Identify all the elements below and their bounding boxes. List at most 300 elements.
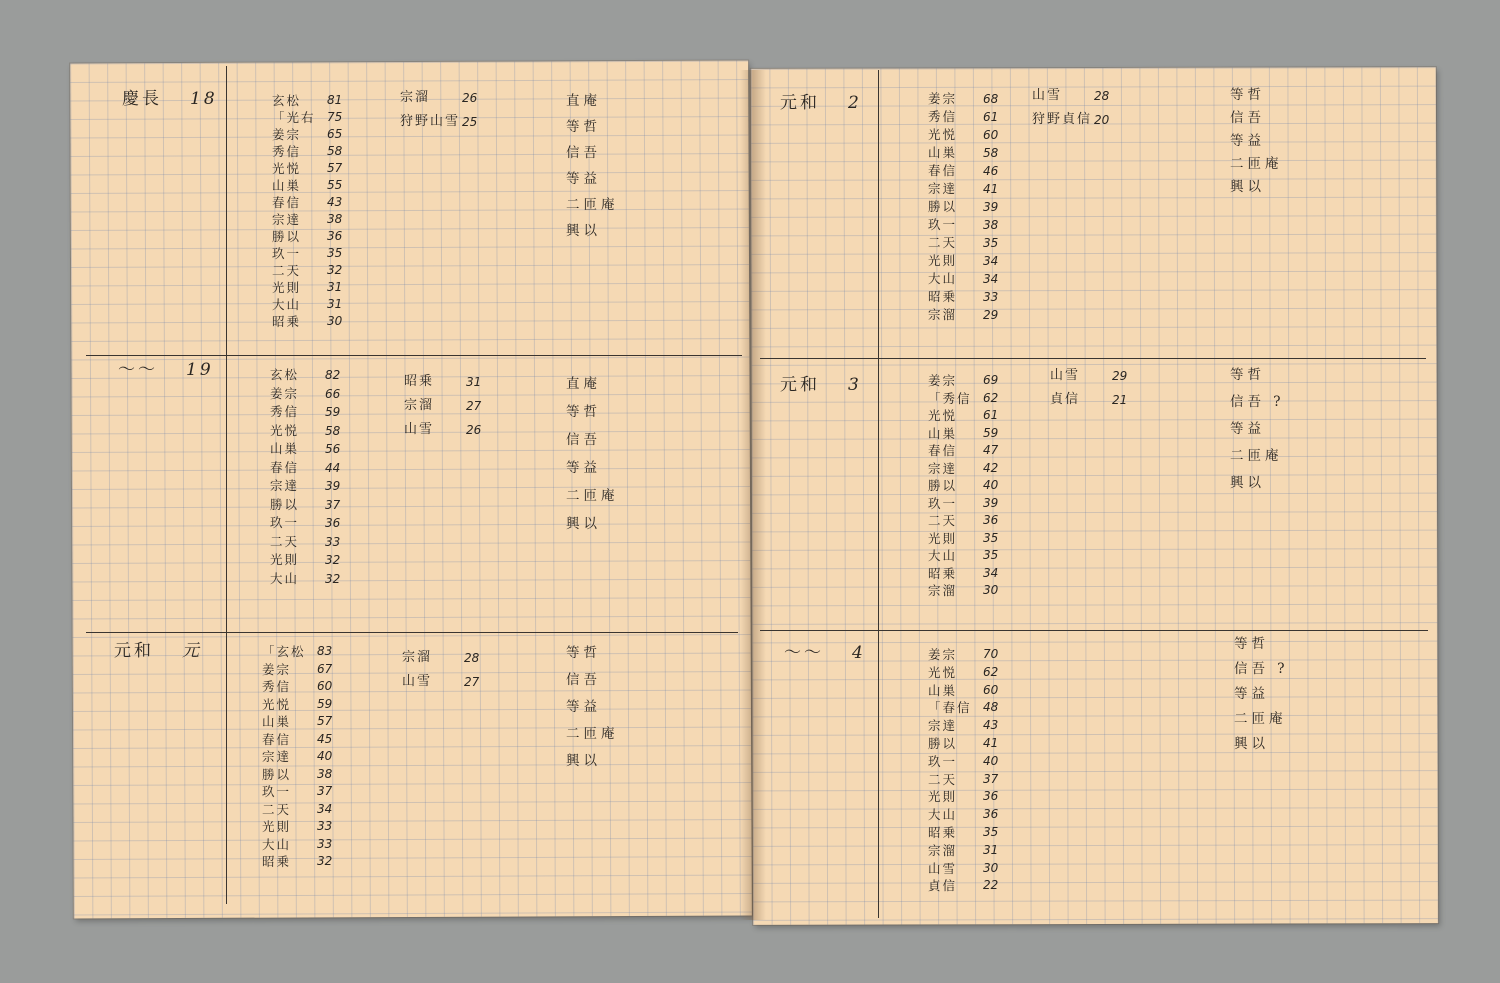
person-name: 宗溜 — [928, 307, 958, 322]
person-age: 32 — [325, 553, 341, 567]
year-label: 2 — [848, 93, 862, 113]
secondary-name: 狩野貞信 — [1032, 112, 1093, 127]
person-row — [928, 530, 1013, 548]
person-row — [928, 270, 1013, 288]
person-name: 玄松 — [270, 367, 300, 382]
person-row — [928, 877, 1013, 895]
person-name: 宗達 — [928, 718, 958, 734]
person-name: 姜宗 — [928, 373, 958, 388]
person-row — [928, 806, 1013, 824]
secondary-row — [402, 646, 494, 670]
person-row — [928, 699, 1013, 717]
person-row — [270, 366, 355, 385]
secondary-name: 山雪 — [1032, 88, 1063, 103]
person-row — [928, 582, 1013, 600]
other-artist-name: 興以 — [1230, 179, 1265, 195]
person-row — [928, 771, 1013, 789]
person-age: 57 — [317, 714, 333, 728]
person-age: 46 — [983, 164, 999, 178]
other-artist-name: 等哲 — [1230, 367, 1265, 383]
person-age: 33 — [983, 290, 999, 304]
era-year-header — [118, 355, 214, 380]
person-name: 宗溜 — [928, 842, 958, 858]
person-age: 42 — [983, 460, 999, 475]
other-artists-list — [566, 88, 619, 244]
person-row — [928, 90, 1013, 108]
person-name: 大山 — [272, 297, 302, 312]
person-row — [928, 288, 1013, 306]
person-row — [928, 495, 1013, 513]
right-row-rule-2 — [760, 630, 1428, 631]
person-age: 69 — [983, 373, 999, 387]
other-artist-name: 二匝庵 — [1234, 711, 1287, 727]
person-name: 春信 — [928, 443, 958, 458]
other-artist-name: 直庵 — [566, 376, 601, 392]
person-row — [262, 678, 347, 696]
secondary-list — [400, 86, 492, 134]
person-name: 光悦 — [928, 408, 958, 423]
person-row — [262, 731, 347, 749]
person-age: 59 — [325, 405, 341, 419]
person-age: 34 — [983, 565, 999, 580]
person-age: 40 — [983, 753, 999, 768]
person-row — [928, 664, 1013, 682]
person-name: 春信 — [928, 163, 958, 178]
person-row — [272, 296, 357, 313]
person-row — [272, 109, 357, 126]
person-row — [270, 403, 355, 422]
page-gutter — [740, 70, 766, 920]
person-row — [928, 753, 1013, 771]
secondary-row — [404, 394, 496, 418]
person-age: 59 — [317, 696, 333, 711]
person-name: 玖一 — [928, 217, 958, 232]
person-name: 光則 — [262, 819, 292, 834]
person-age: 60 — [317, 679, 333, 693]
secondary-age: 26 — [462, 91, 478, 105]
person-name: 山巣 — [270, 441, 300, 456]
person-row — [928, 460, 1013, 478]
person-age: 61 — [983, 408, 999, 422]
person-age: 33 — [317, 836, 333, 851]
era-label: 元和 — [114, 641, 154, 661]
people-list — [928, 372, 1013, 600]
person-name: 昭乗 — [928, 565, 958, 581]
person-row — [272, 313, 357, 330]
other-artist-name: 二匝庵 — [1230, 156, 1283, 172]
other-artist-name: 等哲 — [566, 119, 601, 135]
person-age: 37 — [317, 784, 333, 798]
person-name: 「光右 — [272, 110, 316, 125]
person-name: 春信 — [270, 459, 300, 475]
person-name: 玖一 — [262, 784, 292, 799]
person-name: 姜宗 — [270, 385, 300, 401]
person-row — [928, 144, 1013, 162]
other-artist-name: 興以 — [566, 223, 601, 239]
person-name: 玖一 — [928, 753, 958, 769]
person-name: 姜宗 — [928, 91, 958, 106]
secondary-row — [1032, 84, 1124, 108]
person-row — [270, 533, 355, 552]
person-age: 47 — [983, 443, 999, 457]
person-age: 36 — [325, 516, 341, 530]
person-row — [928, 234, 1013, 252]
secondary-age: 27 — [466, 399, 482, 413]
person-age: 31 — [327, 280, 343, 294]
person-row — [928, 162, 1013, 180]
secondary-name: 山雪 — [402, 674, 433, 689]
person-age: 30 — [327, 314, 343, 328]
person-name: 大山 — [928, 271, 958, 286]
person-name: 光則 — [270, 552, 300, 567]
person-age: 48 — [983, 700, 999, 715]
person-row — [262, 801, 347, 819]
other-artist-name: 興以 — [1234, 736, 1269, 752]
person-age: 30 — [983, 860, 999, 875]
person-name: 春信 — [272, 195, 302, 210]
secondary-age: 28 — [1094, 89, 1110, 103]
person-age: 40 — [317, 749, 333, 763]
era-label: 〜〜 — [784, 643, 824, 663]
person-name: 大山 — [928, 548, 958, 563]
person-name: 勝以 — [928, 478, 958, 493]
year-label: 4 — [852, 643, 866, 663]
secondary-name: 貞信 — [1050, 392, 1081, 407]
person-row — [270, 422, 355, 441]
secondary-row — [400, 86, 492, 110]
person-age: 33 — [317, 819, 333, 833]
person-age: 41 — [983, 182, 999, 196]
person-age: 34 — [983, 272, 999, 286]
other-artist-name: 信吾 — [566, 672, 601, 688]
person-name: 山巣 — [272, 178, 302, 193]
person-age: 36 — [983, 789, 999, 804]
person-row — [262, 766, 347, 784]
person-row — [272, 245, 357, 262]
person-row — [928, 108, 1013, 126]
person-age: 35 — [983, 236, 999, 250]
other-artist-name: 二匝庵 — [566, 726, 619, 742]
person-name: 二天 — [270, 533, 300, 549]
person-name: 宗溜 — [928, 583, 958, 598]
person-row — [928, 390, 1013, 408]
secondary-name: 山雪 — [404, 422, 435, 437]
person-name: 玖一 — [928, 495, 958, 511]
person-row — [928, 477, 1013, 495]
person-row — [928, 216, 1013, 234]
person-row — [270, 440, 355, 459]
other-artist-name: 等益 — [1230, 133, 1265, 149]
person-name: 宗達 — [272, 212, 302, 227]
secondary-row — [404, 370, 496, 394]
secondary-age: 20 — [1094, 113, 1110, 127]
other-artist-name: 二匝庵 — [566, 488, 619, 504]
person-age: 82 — [325, 368, 341, 382]
people-list — [928, 646, 1013, 895]
person-name: 山巣 — [928, 425, 958, 441]
other-artists-list — [566, 370, 619, 538]
person-age: 66 — [325, 386, 341, 401]
person-name: 勝以 — [270, 496, 300, 512]
secondary-age: 21 — [1112, 393, 1128, 407]
person-age: 58 — [327, 144, 343, 158]
person-name: 昭乗 — [928, 824, 958, 840]
person-row — [272, 211, 357, 228]
era-year-header — [114, 636, 202, 661]
person-age: 81 — [327, 93, 343, 107]
person-row — [928, 442, 1013, 460]
secondary-name: 狩野山雪 — [400, 114, 461, 129]
person-age: 44 — [325, 460, 341, 475]
person-row — [928, 788, 1013, 806]
person-row — [928, 512, 1013, 530]
person-name: 山雪 — [928, 860, 958, 876]
person-row — [262, 661, 347, 679]
person-age: 75 — [327, 110, 343, 124]
person-name: 光則 — [272, 280, 302, 295]
secondary-row — [402, 670, 494, 694]
era-year-header — [122, 84, 218, 109]
person-row — [272, 92, 357, 109]
person-row — [272, 228, 357, 245]
person-age: 45 — [317, 731, 333, 746]
secondary-age: 29 — [1112, 369, 1128, 383]
person-name: 「秀信 — [928, 390, 972, 406]
person-age: 62 — [983, 664, 999, 679]
person-name: 二天 — [928, 235, 958, 250]
secondary-row — [1032, 108, 1124, 132]
person-row — [262, 783, 347, 801]
person-name: 秀信 — [272, 144, 302, 159]
era-year-header — [784, 638, 866, 663]
person-age: 36 — [983, 807, 999, 822]
person-age: 70 — [983, 647, 999, 661]
right-column-rule — [878, 70, 879, 918]
other-artist-name: 信吾 — [566, 145, 601, 161]
person-row — [262, 818, 347, 836]
person-row — [262, 696, 347, 714]
person-age: 59 — [983, 425, 999, 440]
secondary-list — [404, 370, 496, 442]
person-row — [270, 570, 355, 589]
secondary-row — [1050, 364, 1142, 388]
person-name: 光悦 — [272, 161, 302, 176]
person-row — [270, 514, 355, 533]
person-name: 勝以 — [928, 199, 958, 214]
person-row — [928, 306, 1013, 324]
person-age: 35 — [327, 246, 343, 260]
person-row — [262, 853, 347, 871]
person-age: 40 — [983, 478, 999, 492]
person-row — [928, 252, 1013, 270]
person-row — [272, 143, 357, 160]
person-name: 大山 — [270, 570, 300, 586]
person-name: 山巣 — [928, 145, 958, 160]
secondary-age: 26 — [466, 423, 482, 437]
secondary-age: 27 — [464, 675, 480, 689]
other-artists-list — [1230, 362, 1285, 497]
person-age: 65 — [327, 127, 343, 141]
person-age: 32 — [325, 571, 341, 586]
person-age: 61 — [983, 110, 999, 124]
person-age: 62 — [983, 390, 999, 405]
person-age: 35 — [983, 530, 999, 545]
secondary-row — [404, 418, 496, 442]
person-age: 34 — [983, 254, 999, 268]
person-age: 37 — [325, 497, 341, 512]
person-name: 山巣 — [262, 714, 292, 729]
person-row — [928, 565, 1013, 583]
other-artist-name: 二匝庵 — [1230, 448, 1283, 464]
person-row — [928, 547, 1013, 565]
secondary-list — [1050, 364, 1142, 412]
people-list — [272, 92, 357, 330]
other-artist-name: 信吾 — [1230, 110, 1265, 126]
person-row — [928, 842, 1013, 860]
person-row — [270, 551, 355, 570]
person-name: 宗達 — [928, 460, 958, 476]
person-age: 60 — [983, 682, 999, 697]
person-age: 41 — [983, 735, 999, 750]
person-row — [272, 279, 357, 296]
person-row — [272, 194, 357, 211]
person-row — [928, 682, 1013, 700]
person-name: 二天 — [272, 263, 302, 278]
person-row — [270, 477, 355, 496]
person-name: 姜宗 — [928, 647, 958, 662]
person-name: 大山 — [262, 836, 292, 852]
person-row — [928, 824, 1013, 842]
person-age: 32 — [327, 263, 343, 277]
year-label: 19 — [186, 360, 214, 380]
other-artist-name: 信吾 — [566, 432, 601, 448]
person-name: 光悦 — [928, 664, 958, 680]
person-age: 31 — [327, 297, 343, 311]
person-age: 34 — [317, 801, 333, 816]
person-age: 60 — [983, 128, 999, 142]
secondary-row — [400, 110, 492, 134]
person-name: 玖一 — [272, 246, 302, 261]
person-row — [928, 717, 1013, 735]
person-age: 68 — [983, 92, 999, 106]
person-row — [270, 385, 355, 404]
other-artist-name: 等益 — [566, 460, 601, 476]
person-name: 大山 — [928, 807, 958, 823]
year-label: 3 — [848, 375, 862, 395]
person-age: 56 — [325, 442, 341, 456]
person-name: 光悦 — [262, 696, 292, 712]
person-name: 姜宗 — [272, 127, 302, 142]
secondary-list — [402, 646, 494, 694]
person-age: 36 — [983, 513, 999, 527]
person-age: 55 — [327, 178, 343, 192]
other-artist-name: 等益 — [566, 699, 601, 715]
other-artist-name: 等益 — [1230, 421, 1265, 437]
person-row — [262, 748, 347, 766]
left-notebook-page — [70, 61, 752, 919]
person-name: 姜宗 — [262, 661, 292, 677]
era-label: 慶長 — [122, 89, 162, 109]
person-name: 貞信 — [928, 878, 958, 894]
person-row — [928, 425, 1013, 443]
other-artist-name: 信吾 ? — [1230, 394, 1285, 410]
other-artist-name: 等益 — [1234, 686, 1269, 702]
secondary-row — [1050, 388, 1142, 412]
secondary-age: 31 — [466, 375, 482, 389]
person-age: 39 — [325, 479, 341, 493]
person-name: 勝以 — [928, 735, 958, 751]
person-age: 37 — [983, 771, 999, 786]
other-artist-name: 二匝庵 — [566, 197, 619, 213]
person-row — [262, 836, 347, 854]
other-artist-name: 興以 — [1230, 475, 1265, 491]
person-row — [262, 643, 347, 661]
person-age: 33 — [325, 534, 341, 549]
person-age: 43 — [327, 195, 343, 209]
secondary-list — [1032, 84, 1124, 132]
other-artist-name: 等益 — [566, 171, 601, 187]
person-name: 昭乗 — [272, 314, 302, 329]
person-row — [272, 126, 357, 143]
other-artist-name: 等哲 — [1230, 87, 1265, 103]
era-year-header — [780, 88, 862, 113]
other-artist-name: 等哲 — [566, 645, 601, 661]
person-age: 43 — [983, 718, 999, 733]
person-name: 春信 — [262, 731, 292, 747]
person-name: 「春信 — [928, 700, 972, 716]
person-age: 39 — [983, 200, 999, 214]
person-age: 57 — [327, 161, 343, 175]
left-row-rule-2 — [86, 632, 738, 633]
right-notebook-page — [751, 67, 1438, 925]
person-row — [272, 177, 357, 194]
era-label: 元和 — [780, 93, 820, 113]
person-row — [270, 459, 355, 478]
secondary-name: 宗溜 — [402, 650, 433, 665]
other-artists-list — [1230, 84, 1283, 199]
other-artists-list — [566, 640, 619, 775]
person-row — [928, 180, 1013, 198]
secondary-name: 山雪 — [1050, 368, 1081, 383]
other-artist-name: 直庵 — [566, 93, 601, 109]
person-age: 38 — [983, 218, 999, 232]
person-name: 玄松 — [272, 93, 302, 108]
person-name: 光悦 — [270, 422, 300, 438]
person-name: 宗達 — [262, 749, 292, 764]
secondary-age: 28 — [464, 651, 480, 665]
other-artist-name: 信吾 ? — [1234, 661, 1289, 677]
person-name: 勝以 — [262, 766, 292, 782]
person-name: 勝以 — [272, 229, 302, 244]
secondary-age: 25 — [462, 115, 478, 129]
other-artist-name: 等哲 — [1234, 636, 1269, 652]
year-label: 18 — [190, 89, 218, 109]
person-age: 35 — [983, 824, 999, 839]
person-row — [928, 735, 1013, 753]
person-name: 玖一 — [270, 515, 300, 530]
person-row — [928, 126, 1013, 144]
era-year-header — [780, 370, 862, 395]
person-age: 38 — [317, 766, 333, 781]
person-row — [272, 262, 357, 279]
people-list — [270, 366, 355, 588]
person-name: 宗達 — [928, 181, 958, 196]
person-name: 秀信 — [928, 109, 958, 124]
person-name: 二天 — [928, 771, 958, 787]
left-column-rule — [226, 66, 227, 904]
person-name: 昭乗 — [928, 289, 958, 304]
person-row — [928, 198, 1013, 216]
